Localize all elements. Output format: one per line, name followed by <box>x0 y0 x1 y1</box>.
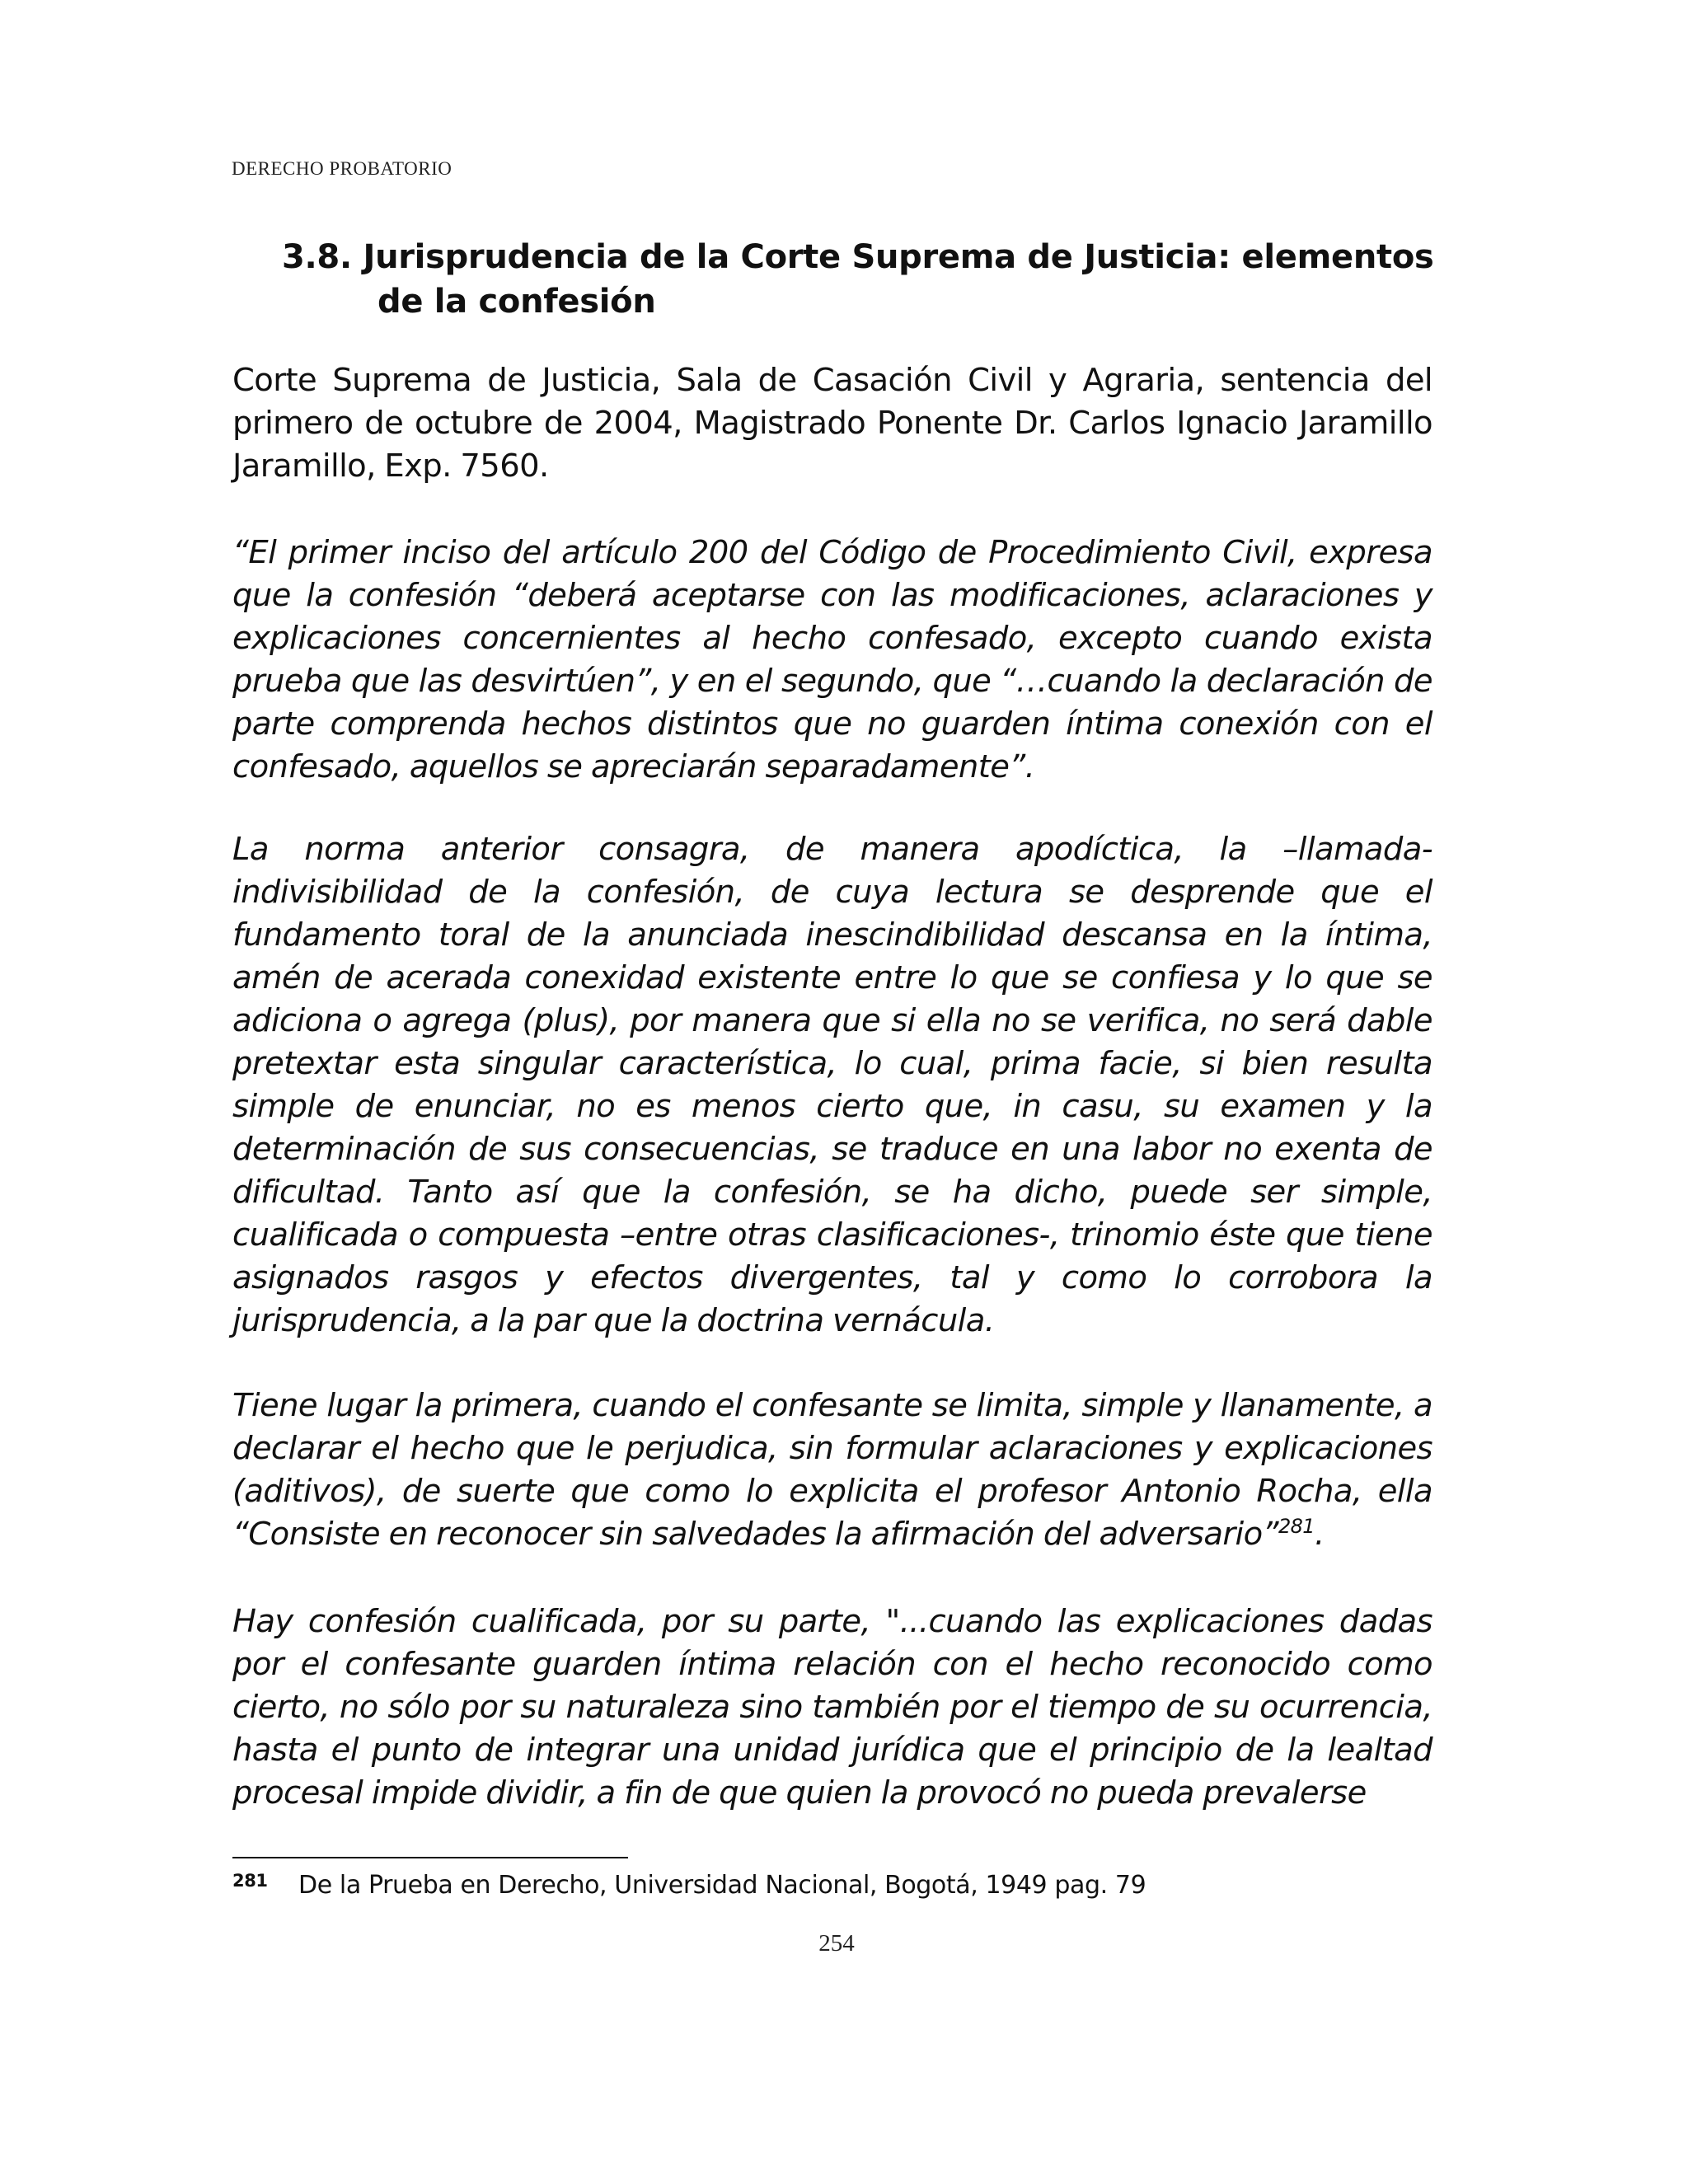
section-title <box>282 235 1452 324</box>
running-head: DERECHO PROBATORIO <box>232 158 452 179</box>
quote-paragraph-4: Hay confesión cualificada, por su parte, "...cuando las explicaciones dadas por el confesante guarden íntima relación con el hecho reconocido como cierto, no sólo por su naturaleza sino también por el tiempo de su ocurrencia, hasta el punto de integrar una unidad jurídica que el principio de la lealtad procesal impide dividir, a fin de que quien la provocó no pueda prevalerse <box>232 1603 1432 1811</box>
footnote-number: 281 <box>232 1871 268 1891</box>
section-title-line-1: 3.8. Jurisprudencia de la Corte Suprema de Justicia: elementos <box>282 238 1434 276</box>
footnote-text: De la Prueba en Derecho, Universidad Nacional, Bogotá, 1949 pag. 79 <box>298 1871 1146 1900</box>
quote-paragraph-1: “El primer inciso del artículo 200 del Código de Procedimiento Civil, expresa que la confesión “deberá aceptarse con las modificaciones, aclaraciones y explicaciones concernientes al hecho confesado, excepto cuando exista prueba que las desvirtúen”, y en el segundo, que “…cuando la declaración de parte comprenda hechos distintos que no guarden íntima conexión con el confesado, aquellos se apreciarán separadamente”. <box>232 534 1432 785</box>
footnote-separator <box>232 1857 628 1858</box>
section-title-line-2: de la confesión <box>377 283 656 321</box>
page-number: 254 <box>818 1930 855 1957</box>
footnote-reference[interactable]: 281 <box>1278 1515 1315 1539</box>
quote-paragraph-3-text: Tiene lugar la primera, cuando el confesante se limita, simple y llanamente, a declarar el hecho que le perjudica, sin formular aclaraciones y explicaciones (aditivos), de suerte que como lo explicita el profesor Antonio Rocha, ella “Consiste en reconocer sin salvedades la afirmación del adversario” <box>232 1387 1432 1553</box>
quote-paragraph-3-end: . <box>1314 1516 1325 1553</box>
case-citation: Corte Suprema de Justicia, Sala de Casación Civil y Agraria, sentencia del primero de octubre de 2004, Magistrado Ponente Dr. Carlos Ignacio Jaramillo Jaramillo, Exp. 7560. <box>232 362 1432 485</box>
footnote <box>232 1869 1432 1902</box>
quote-paragraph-3 <box>232 1385 1432 1556</box>
quote-paragraph-2: La norma anterior consagra, de manera apodíctica, la –llamada- indivisibilidad de la confesión, de cuya lectura se desprende que el fundamento toral de la anunciada inescindibilidad descansa en la íntima, amén de acerada conexidad existente entre lo que se confiesa y lo que se adiciona o agrega (plus), por manera que si ella no se verifica, no será dable pretextar esta singular característica, lo cual, prima facie, si bien resulta simple de enunciar, no es menos cierto que, in casu, su examen y la determinación de sus consecuencias, se traduce en una labor no exenta de dificultad. Tanto así que la confesión, se ha dicho, puede ser simple, cualificada o compuesta –entre otras clasificaciones-, trinomio éste que tiene asignados rasgos y efectos divergentes, tal y como lo corrobora la jurisprudencia, a la par que la doctrina vernácula. <box>232 831 1432 1339</box>
